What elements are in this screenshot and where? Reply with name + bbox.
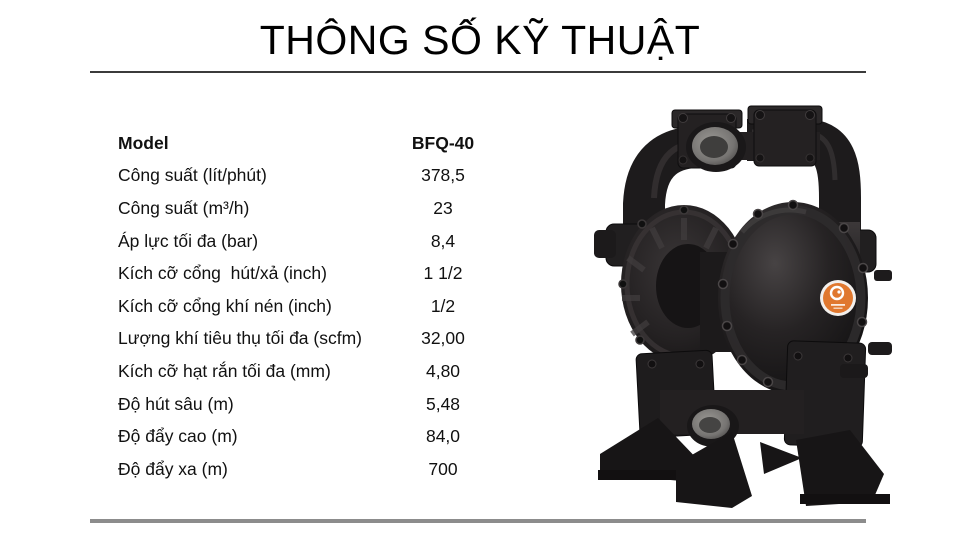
table-row [118,420,538,453]
spec-value: BFQ-40 [411,132,475,153]
diaphragm-pump-illustration [582,102,922,514]
footer-divider-line [90,519,866,523]
table-row [118,290,538,323]
spec-label: Model [118,132,169,153]
table-row [118,192,538,225]
spec-label: Kích cỡ hạt rắn tối đa (mm) [118,360,331,381]
table-row [118,388,538,421]
pump-product-image [582,102,922,514]
spec-table [118,127,538,486]
spec-value: 4,80 [425,360,461,381]
spec-value: 84,0 [425,426,461,447]
spec-label: Áp lực tối đa (bar) [118,230,259,251]
table-row [118,453,538,486]
brand-badge-icon [820,280,856,316]
top-inlet-port [686,122,746,172]
spec-value: 1/2 [430,295,456,316]
table-row [118,127,538,160]
spec-label: Độ hút sâu (m) [118,393,234,414]
title-divider-line [90,71,866,73]
spec-label: Kích cỡ cổng hút/xả (inch) [118,263,327,284]
table-row [118,160,538,193]
spec-value: 32,00 [421,328,465,349]
spec-label: Độ đẩy xa (m) [118,458,228,479]
spec-label: Lượng khí tiêu thụ tối đa (scfm) [118,328,362,349]
spec-value: 1 1/2 [423,263,463,284]
page-title: THÔNG SỐ KỸ THUẬT [259,17,701,63]
spec-label: Công suất (m³/h) [118,197,250,218]
table-row [118,225,538,258]
table-row [118,355,538,388]
spec-value: 5,48 [425,393,461,414]
table-row [118,257,538,290]
spec-value: 700 [428,458,458,479]
spec-label: Công suất (lít/phút) [118,165,267,186]
spec-label: Độ đẩy cao (m) [118,426,238,447]
table-row [118,323,538,356]
spec-value: 8,4 [430,230,456,251]
spec-value: 378,5 [421,165,465,186]
spec-value: 23 [433,197,453,218]
spec-label: Kích cỡ cổng khí nén (inch) [118,295,332,316]
